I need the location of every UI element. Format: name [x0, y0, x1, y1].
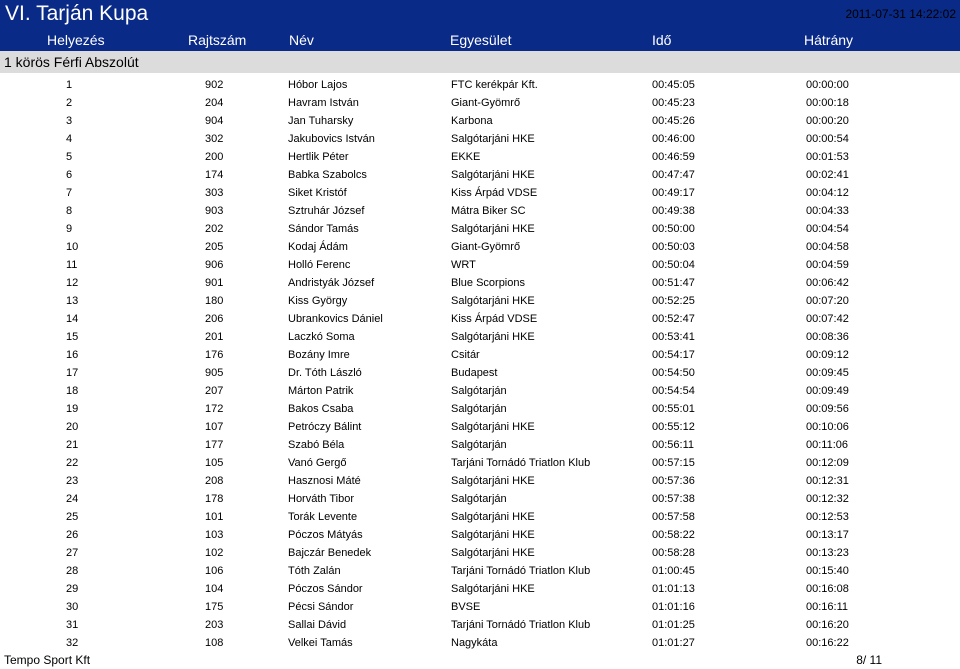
page-title: VI. Tarján Kupa: [5, 2, 149, 25]
cell-time: 00:54:54: [652, 385, 695, 397]
cell-place: 21: [66, 439, 79, 451]
cell-time: 00:57:36: [652, 475, 695, 487]
cell-bib: 904: [205, 115, 224, 127]
table-row: [0, 508, 960, 526]
cell-name: Babka Szabolcs: [288, 169, 367, 181]
table-row: [0, 616, 960, 634]
cell-gap: 00:09:56: [806, 403, 849, 415]
cell-gap: 00:04:59: [806, 259, 849, 271]
cell-gap: 00:00:18: [806, 97, 849, 109]
cell-name: Petróczy Bálint: [288, 421, 362, 433]
cell-bib: 204: [205, 97, 224, 109]
cell-name: Hertlik Péter: [288, 151, 349, 163]
cell-name: Velkei Tamás: [288, 637, 353, 649]
cell-place: 5: [66, 151, 73, 163]
cell-bib: 103: [205, 529, 224, 541]
cell-time: 01:01:13: [652, 583, 695, 595]
cell-club: Salgótarjáni HKE: [451, 133, 535, 145]
column-header-bib: Rajtszám: [188, 32, 247, 48]
cell-gap: 00:02:41: [806, 169, 849, 181]
cell-time: 00:58:22: [652, 529, 695, 541]
cell-name: Bakos Csaba: [288, 403, 354, 415]
cell-gap: 00:13:23: [806, 547, 849, 559]
cell-gap: 00:04:58: [806, 241, 849, 253]
cell-place: 14: [66, 313, 79, 325]
cell-gap: 00:11:06: [806, 439, 849, 451]
table-row: [0, 94, 960, 112]
cell-place: 20: [66, 421, 79, 433]
table-row: [0, 634, 960, 652]
cell-bib: 106: [205, 565, 224, 577]
cell-bib: 207: [205, 385, 224, 397]
cell-club: Salgótarján: [451, 403, 507, 415]
cell-time: 00:57:15: [652, 457, 695, 469]
cell-name: Sándor Tamás: [288, 223, 359, 235]
table-row: [0, 472, 960, 490]
cell-name: Laczkó Soma: [288, 331, 355, 343]
cell-time: 00:50:03: [652, 241, 695, 253]
table-row: [0, 598, 960, 616]
column-header-time: Idő: [652, 32, 672, 48]
cell-bib: 903: [205, 205, 224, 217]
cell-name: Pécsi Sándor: [288, 601, 354, 613]
cell-club: Salgótarjáni HKE: [451, 223, 535, 235]
cell-bib: 175: [205, 601, 224, 613]
cell-club: Tarjáni Tornádó Triatlon Klub: [451, 565, 591, 577]
cell-name: Sztruhár József: [288, 205, 365, 217]
cell-name: Torák Levente: [288, 511, 358, 523]
category-label: 1 körös Férfi Abszolút: [4, 54, 139, 70]
table-row: [0, 490, 960, 508]
cell-name: Póczos Mátyás: [288, 529, 363, 541]
cell-place: 3: [66, 115, 73, 127]
cell-gap: 00:04:54: [806, 223, 849, 235]
cell-gap: 00:16:22: [806, 637, 849, 649]
cell-gap: 00:16:20: [806, 619, 849, 631]
cell-name: Szabó Béla: [288, 439, 345, 451]
cell-bib: 108: [205, 637, 224, 649]
cell-time: 00:57:38: [652, 493, 695, 505]
cell-club: Budapest: [451, 367, 498, 379]
cell-name: Andristyák József: [288, 277, 375, 289]
cell-place: 25: [66, 511, 79, 523]
table-row: [0, 544, 960, 562]
cell-gap: 00:12:31: [806, 475, 849, 487]
cell-gap: 00:07:20: [806, 295, 849, 307]
table-row: [0, 202, 960, 220]
cell-name: Havram István: [288, 97, 359, 109]
cell-gap: 00:13:17: [806, 529, 849, 541]
cell-time: 00:54:50: [652, 367, 695, 379]
table-row: [0, 130, 960, 148]
cell-gap: 00:00:00: [806, 79, 849, 91]
cell-time: 00:50:04: [652, 259, 695, 271]
cell-gap: 00:09:45: [806, 367, 849, 379]
cell-bib: 104: [205, 583, 224, 595]
cell-gap: 00:09:12: [806, 349, 849, 361]
table-row: [0, 580, 960, 598]
cell-bib: 178: [205, 493, 224, 505]
cell-bib: 172: [205, 403, 224, 415]
cell-name: Kodaj Ádám: [288, 241, 348, 253]
cell-bib: 174: [205, 169, 224, 181]
cell-time: 01:00:45: [652, 565, 695, 577]
cell-bib: 905: [205, 367, 224, 379]
table-row: [0, 256, 960, 274]
cell-bib: 901: [205, 277, 224, 289]
column-header-gap: Hátrány: [804, 32, 854, 48]
cell-time: 00:52:25: [652, 295, 695, 307]
results-table: [0, 76, 960, 652]
cell-name: Jakubovics István: [288, 133, 375, 145]
cell-time: 01:01:16: [652, 601, 695, 613]
cell-name: Hóbor Lajos: [288, 79, 348, 91]
cell-time: 00:55:01: [652, 403, 695, 415]
cell-gap: 00:00:20: [806, 115, 849, 127]
cell-club: Salgótarjáni HKE: [451, 511, 535, 523]
cell-name: Holló Ferenc: [288, 259, 351, 271]
cell-club: Salgótarjáni HKE: [451, 295, 535, 307]
cell-name: Póczos Sándor: [288, 583, 363, 595]
cell-place: 13: [66, 295, 79, 307]
cell-name: Bajczár Benedek: [288, 547, 372, 559]
table-row: [0, 310, 960, 328]
cell-club: Mátra Biker SC: [451, 205, 526, 217]
cell-place: 27: [66, 547, 79, 559]
table-row: [0, 184, 960, 202]
cell-time: 00:49:17: [652, 187, 695, 199]
cell-place: 18: [66, 385, 79, 397]
timestamp: 2011-07-31 14:22:02: [845, 7, 956, 21]
cell-club: Csitár: [451, 349, 480, 361]
table-row: [0, 454, 960, 472]
cell-gap: 00:09:49: [806, 385, 849, 397]
table-row: [0, 220, 960, 238]
cell-place: 17: [66, 367, 79, 379]
cell-bib: 107: [205, 421, 224, 433]
cell-place: 16: [66, 349, 79, 361]
cell-place: 15: [66, 331, 79, 343]
cell-bib: 206: [205, 313, 224, 325]
cell-gap: 00:01:53: [806, 151, 849, 163]
cell-time: 00:45:05: [652, 79, 695, 91]
cell-place: 24: [66, 493, 79, 505]
cell-club: Karbona: [451, 115, 493, 127]
cell-time: 00:47:47: [652, 169, 695, 181]
cell-place: 4: [66, 133, 73, 145]
cell-bib: 202: [205, 223, 224, 235]
cell-place: 8: [66, 205, 73, 217]
cell-place: 6: [66, 169, 73, 181]
table-row: [0, 148, 960, 166]
cell-bib: 906: [205, 259, 224, 271]
cell-club: FTC kerékpár Kft.: [451, 79, 538, 91]
cell-club: Salgótarjáni HKE: [451, 529, 535, 541]
cell-time: 00:45:26: [652, 115, 695, 127]
cell-gap: 00:04:33: [806, 205, 849, 217]
cell-place: 28: [66, 565, 79, 577]
cell-name: Tóth Zalán: [288, 565, 341, 577]
cell-name: Hasznosi Máté: [288, 475, 361, 487]
cell-club: Giant-Gyömrő: [451, 241, 521, 253]
cell-bib: 303: [205, 187, 224, 199]
cell-bib: 302: [205, 133, 224, 145]
cell-club: Giant-Gyömrő: [451, 97, 521, 109]
cell-bib: 205: [205, 241, 224, 253]
table-row: [0, 364, 960, 382]
table-row: [0, 562, 960, 580]
cell-club: Nagykáta: [451, 637, 498, 649]
cell-club: WRT: [451, 259, 476, 271]
cell-time: 00:54:17: [652, 349, 695, 361]
cell-name: Sallai Dávid: [288, 619, 347, 631]
cell-club: Salgótarján: [451, 385, 507, 397]
cell-time: 01:01:27: [652, 637, 695, 649]
cell-time: 00:53:41: [652, 331, 695, 343]
cell-club: BVSE: [451, 601, 481, 613]
column-header-name: Név: [289, 32, 314, 48]
table-row: [0, 382, 960, 400]
cell-name: Kiss György: [288, 295, 348, 307]
table-row: [0, 418, 960, 436]
cell-name: Vanó Gergő: [288, 457, 347, 469]
cell-place: 26: [66, 529, 79, 541]
cell-bib: 176: [205, 349, 224, 361]
cell-place: 32: [66, 637, 79, 649]
cell-place: 12: [66, 277, 79, 289]
cell-bib: 203: [205, 619, 224, 631]
cell-time: 01:01:25: [652, 619, 695, 631]
cell-place: 22: [66, 457, 79, 469]
cell-bib: 101: [205, 511, 224, 523]
title-bar: [0, 0, 960, 28]
cell-club: Salgótarjáni HKE: [451, 547, 535, 559]
cell-bib: 201: [205, 331, 224, 343]
cell-bib: 177: [205, 439, 224, 451]
cell-place: 30: [66, 601, 79, 613]
table-row: [0, 328, 960, 346]
cell-gap: 00:12:09: [806, 457, 849, 469]
cell-club: Salgótarjáni HKE: [451, 475, 535, 487]
cell-gap: 00:16:08: [806, 583, 849, 595]
cell-place: 2: [66, 97, 73, 109]
cell-name: Jan Tuharsky: [288, 115, 354, 127]
cell-place: 1: [66, 79, 73, 91]
cell-place: 10: [66, 241, 79, 253]
table-row: [0, 76, 960, 94]
cell-gap: 00:07:42: [806, 313, 849, 325]
cell-time: 00:51:47: [652, 277, 695, 289]
cell-bib: 208: [205, 475, 224, 487]
table-row: [0, 166, 960, 184]
cell-time: 00:45:23: [652, 97, 695, 109]
footer-company: Tempo Sport Kft: [4, 653, 91, 667]
cell-gap: 00:10:06: [806, 421, 849, 433]
cell-club: Kiss Árpád VDSE: [451, 187, 538, 199]
cell-club: Tarjáni Tornádó Triatlon Klub: [451, 457, 591, 469]
cell-gap: 00:06:42: [806, 277, 849, 289]
cell-name: Horváth Tibor: [288, 493, 355, 505]
cell-name: Dr. Tóth László: [288, 367, 362, 379]
table-row: [0, 292, 960, 310]
cell-time: 00:56:11: [652, 439, 695, 451]
cell-bib: 902: [205, 79, 224, 91]
cell-club: Salgótarjáni HKE: [451, 421, 535, 433]
cell-club: Blue Scorpions: [451, 277, 525, 289]
cell-club: Salgótarjáni HKE: [451, 583, 535, 595]
cell-club: Tarjáni Tornádó Triatlon Klub: [451, 619, 591, 631]
cell-time: 00:46:00: [652, 133, 695, 145]
cell-club: Kiss Árpád VDSE: [451, 313, 538, 325]
cell-place: 11: [66, 259, 78, 271]
cell-bib: 180: [205, 295, 224, 307]
cell-time: 00:46:59: [652, 151, 695, 163]
page-number: 8/ 11: [856, 653, 882, 667]
cell-place: 7: [66, 187, 73, 199]
cell-name: Bozány Imre: [288, 349, 350, 361]
cell-name: Siket Kristóf: [288, 187, 347, 199]
cell-gap: 00:12:32: [806, 493, 849, 505]
cell-gap: 00:16:11: [806, 601, 849, 613]
cell-gap: 00:12:53: [806, 511, 849, 523]
table-row: [0, 436, 960, 454]
table-row: [0, 346, 960, 364]
table-row: [0, 238, 960, 256]
table-row: [0, 274, 960, 292]
cell-name: Ubrankovics Dániel: [288, 313, 383, 325]
cell-club: Salgótarjáni HKE: [451, 169, 535, 181]
cell-gap: 00:04:12: [806, 187, 849, 199]
cell-club: EKKE: [451, 151, 481, 163]
cell-club: Salgótarjáni HKE: [451, 331, 535, 343]
table-row: [0, 112, 960, 130]
cell-place: 9: [66, 223, 73, 235]
cell-place: 31: [66, 619, 79, 631]
cell-time: 00:50:00: [652, 223, 695, 235]
column-header-club: Egyesület: [450, 32, 512, 48]
table-row: [0, 400, 960, 418]
cell-time: 00:57:58: [652, 511, 695, 523]
cell-time: 00:49:38: [652, 205, 695, 217]
category-bar: [0, 51, 960, 73]
cell-gap: 00:15:40: [806, 565, 849, 577]
column-header-bar: [0, 28, 960, 51]
cell-bib: 200: [205, 151, 224, 163]
cell-bib: 102: [205, 547, 224, 559]
column-header-place: Helyezés: [47, 32, 105, 48]
table-row: [0, 526, 960, 544]
cell-club: Salgótarján: [451, 493, 507, 505]
cell-gap: 00:00:54: [806, 133, 849, 145]
cell-name: Márton Patrik: [288, 385, 354, 397]
cell-time: 00:55:12: [652, 421, 695, 433]
cell-place: 23: [66, 475, 79, 487]
cell-club: Salgótarján: [451, 439, 507, 451]
cell-place: 19: [66, 403, 79, 415]
cell-gap: 00:08:36: [806, 331, 849, 343]
cell-time: 00:52:47: [652, 313, 695, 325]
cell-time: 00:58:28: [652, 547, 695, 559]
cell-place: 29: [66, 583, 79, 595]
cell-bib: 105: [205, 457, 224, 469]
